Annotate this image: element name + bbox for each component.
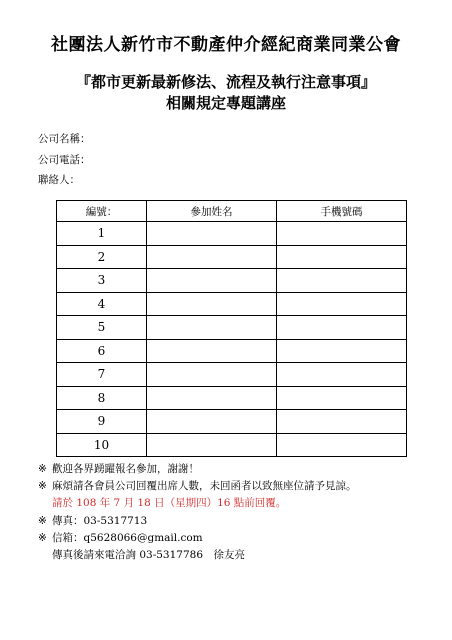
- header-mobile: 手機號碼: [277, 201, 407, 222]
- table-row: [57, 339, 407, 363]
- reference-mark-icon: ※: [38, 463, 47, 475]
- note-welcome: [38, 461, 357, 478]
- mobile-cell[interactable]: [277, 386, 407, 410]
- email-text[interactable]: 信箱：q5628066@gmail.com: [52, 531, 203, 544]
- attendee-table: [56, 200, 407, 457]
- row-number: 6: [57, 339, 147, 363]
- company-phone-field[interactable]: 公司電話：: [38, 154, 91, 166]
- org-name: 社團法人新竹市不動產仲介經紀商業同業公會: [51, 35, 401, 55]
- attendee-name-cell[interactable]: [147, 363, 277, 387]
- attendee-name-cell[interactable]: [147, 245, 277, 269]
- mobile-cell[interactable]: [277, 410, 407, 434]
- event-title: 『都市更新最新修法、流程及執行注意事項』: [75, 73, 376, 91]
- note-welcome-text: 歡迎各界踴躍報名參加，謝謝！: [52, 463, 199, 475]
- table-row: [57, 292, 407, 316]
- table-row: [57, 316, 407, 340]
- contact-person-field[interactable]: 聯絡人：: [38, 174, 80, 186]
- mobile-cell[interactable]: [277, 339, 407, 363]
- mobile-cell[interactable]: [277, 245, 407, 269]
- company-name-field[interactable]: 公司名稱：: [38, 133, 91, 145]
- row-number: 9: [57, 410, 147, 434]
- table-row: [57, 410, 407, 434]
- mobile-cell[interactable]: [277, 222, 407, 246]
- row-number: 2: [57, 245, 147, 269]
- table-row: [57, 363, 407, 387]
- table-row: [57, 222, 407, 246]
- attendee-name-cell[interactable]: [147, 410, 277, 434]
- row-number: 8: [57, 386, 147, 410]
- attendee-name-cell[interactable]: [147, 386, 277, 410]
- attendee-name-cell[interactable]: [147, 292, 277, 316]
- mobile-cell[interactable]: [277, 292, 407, 316]
- row-number: 1: [57, 222, 147, 246]
- note-fax: [38, 513, 357, 530]
- fax-text: 傳真：03-5317713: [52, 514, 148, 527]
- table-row: [57, 433, 407, 457]
- note-deadline: 請於 108 年 7 月 18 日（星期四）16 點前回覆。: [52, 497, 287, 510]
- reference-mark-icon: ※: [38, 480, 47, 493]
- note-email: [38, 530, 357, 547]
- note-reply-request: [38, 478, 357, 495]
- table-row: [57, 386, 407, 410]
- table-row: [57, 245, 407, 269]
- mobile-cell[interactable]: [277, 363, 407, 387]
- mobile-cell[interactable]: [277, 433, 407, 457]
- row-number: 4: [57, 292, 147, 316]
- row-number: 3: [57, 269, 147, 293]
- table-header-row: [57, 201, 407, 222]
- event-subtitle: 相關規定專題講座: [165, 94, 286, 112]
- row-number: 10: [57, 433, 147, 457]
- attendee-name-cell[interactable]: [147, 316, 277, 340]
- attendee-name-cell[interactable]: [147, 222, 277, 246]
- attendee-name-cell[interactable]: [147, 269, 277, 293]
- note-after-fax: 傳真後請來電洽詢 03-5317786 徐友亮: [52, 549, 246, 562]
- header-attendee-name: 參加姓名: [147, 201, 277, 222]
- row-number: 5: [57, 316, 147, 340]
- mobile-cell[interactable]: [277, 269, 407, 293]
- reference-mark-icon: ※: [38, 514, 47, 527]
- mobile-cell[interactable]: [277, 316, 407, 340]
- header-number: 編號：: [57, 201, 147, 222]
- reference-mark-icon: ※: [38, 531, 47, 544]
- notes-section: [38, 461, 357, 564]
- note-reply-text: 麻煩請各會員公司回覆出席人數，未回函者以致無座位請予見諒。: [52, 480, 357, 493]
- attendee-name-cell[interactable]: [147, 433, 277, 457]
- attendee-name-cell[interactable]: [147, 339, 277, 363]
- row-number: 7: [57, 363, 147, 387]
- table-row: [57, 269, 407, 293]
